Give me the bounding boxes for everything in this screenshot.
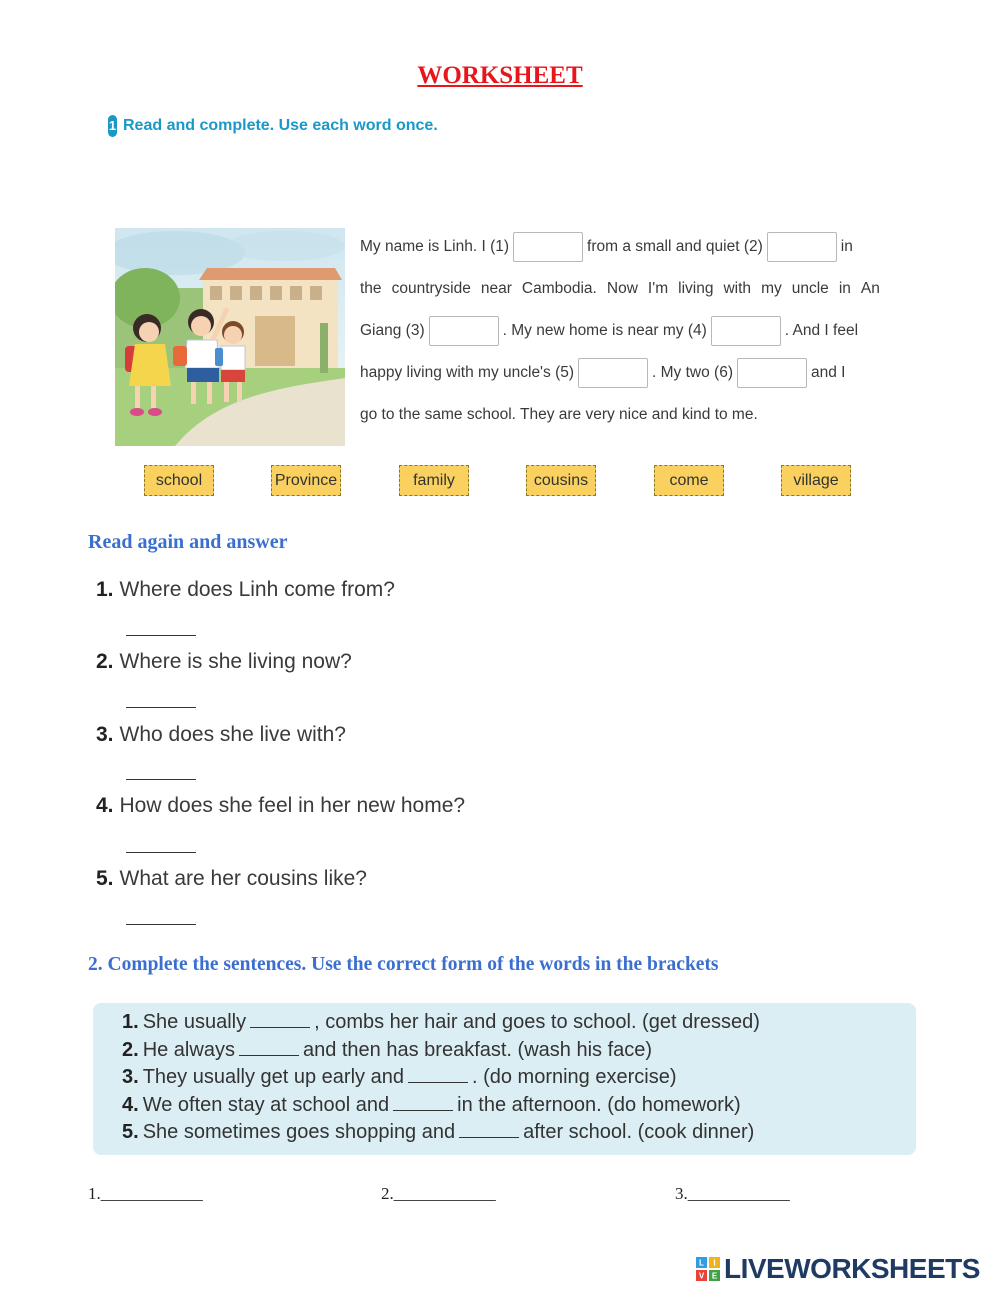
passage-word: An [860,280,880,297]
gap-1-input[interactable] [513,232,583,262]
gap-3-input[interactable] [429,316,499,346]
passage-text: My name is Linh. I (1) [360,238,510,255]
svg-text:E: E [711,1271,718,1281]
question-number: 3. [96,723,114,746]
sentence-number: 1. [122,1011,139,1033]
answer-line-5[interactable] [126,924,196,925]
question-item [96,650,352,674]
sentence-blank [250,1011,310,1028]
exercise2-heading: 2. Complete the sentences. Use the correct form of the words in the brackets [88,954,719,975]
word-bank-item[interactable]: come [654,465,724,496]
answer-field-3[interactable]: 3.____________ [675,1184,790,1203]
question-text: Who does she live with? [119,723,346,746]
passage-line-2 [360,268,880,310]
passage-text: . My two (6) [652,364,733,381]
question-text: How does she feel in her new home? [119,794,466,817]
sentence-item [122,1121,754,1144]
sentence-text: , combs her hair and goes to school. (get dressed) [314,1011,760,1033]
question-number: 4. [96,794,114,817]
exercise1-instruction-text: Read and complete. Use each word once. [123,117,438,134]
answer-line-1[interactable] [126,635,196,636]
question-text: Where is she living now? [119,650,352,673]
question-number: 2. [96,650,114,673]
exercise1-instruction [108,115,438,137]
reading-passage [360,226,880,436]
answer-line-2[interactable] [126,707,196,708]
read-again-heading: Read again and answer [88,531,288,553]
passage-word: Now [606,280,638,297]
word-bank-item[interactable]: family [399,465,469,496]
answer-line-3[interactable] [126,779,196,780]
passage-word: Cambodia. [521,280,597,297]
passage-word: I'm [647,280,669,297]
question-number: 5. [96,867,114,890]
passage-text: and I [810,364,846,381]
children-school-illustration [115,228,345,446]
logo-text: LIVEWORKSHEETS [724,1253,980,1284]
sentence-item [122,1066,677,1089]
sentence-blank [459,1121,519,1138]
sentence-blank [408,1066,468,1083]
passage-text: in [840,238,853,255]
sentence-blank [393,1094,453,1111]
answer-field-2[interactable]: 2.____________ [381,1184,496,1203]
svg-text:L: L [699,1258,704,1268]
sentence-text: and then has breakfast. (wash his face) [302,1039,653,1061]
passage-text: . My new home is near my (4) [502,322,707,339]
word-bank-item[interactable]: school [144,465,214,496]
word-bank-item[interactable]: Province [271,465,341,496]
exercise1-number-badge: 1 [108,115,117,137]
gap-6-input[interactable] [737,358,807,388]
passage-text: Giang (3) [360,322,425,339]
passage-word: the [360,280,382,297]
question-item [96,578,395,602]
passage-text: from a small and quiet (2) [587,238,763,255]
passage-word: with [723,280,752,297]
answer-line-4[interactable] [126,852,196,853]
question-number: 1. [96,578,114,601]
passage-word: in [838,280,851,297]
question-text: What are her cousins like? [119,867,367,890]
question-item [96,867,367,891]
sentence-item [122,1039,652,1062]
sentence-text: We often stay at school and [142,1094,390,1116]
sentence-item [122,1094,741,1117]
passage-text: . And I feel [784,322,859,339]
sentence-number: 5. [122,1121,139,1143]
word-bank-item[interactable]: cousins [526,465,596,496]
sentence-text: He always [142,1039,235,1061]
passage-text: happy living with my uncle's (5) [360,364,575,381]
passage-word: my [761,280,782,297]
gap-5-input[interactable] [578,358,648,388]
logo-icon [696,1257,720,1281]
sentence-text: . (do morning exercise) [471,1066,677,1088]
svg-text:I: I [713,1258,716,1268]
svg-text:V: V [698,1271,705,1281]
question-item [96,723,346,747]
passage-text: go to the same school. They are very nice and kind to me. [360,406,758,423]
passage-word: uncle [791,280,829,297]
liveworksheets-logo [696,1253,980,1285]
word-bank-item[interactable]: village [781,465,851,496]
question-text: Where does Linh come from? [119,578,395,601]
passage-word: living [678,280,714,297]
sentence-item [122,1011,760,1034]
sentence-blank [239,1039,299,1056]
sentence-text: They usually get up early and [142,1066,404,1088]
gap-4-input[interactable] [711,316,781,346]
sentence-text: in the afternoon. (do homework) [457,1094,741,1116]
sentence-number: 2. [122,1039,139,1061]
answer-field-1[interactable]: 1.____________ [88,1184,203,1203]
sentence-number: 3. [122,1066,139,1088]
sentence-number: 4. [122,1094,139,1116]
sentence-text: She usually [142,1011,247,1033]
passage-word: near [480,280,512,297]
sentence-text: She sometimes goes shopping and [142,1121,456,1143]
gap-2-input[interactable] [767,232,837,262]
sentence-text: after school. (cook dinner) [523,1121,755,1143]
question-item [96,794,465,818]
passage-word: countryside [391,280,471,297]
worksheet-title: WORKSHEET [417,62,583,89]
